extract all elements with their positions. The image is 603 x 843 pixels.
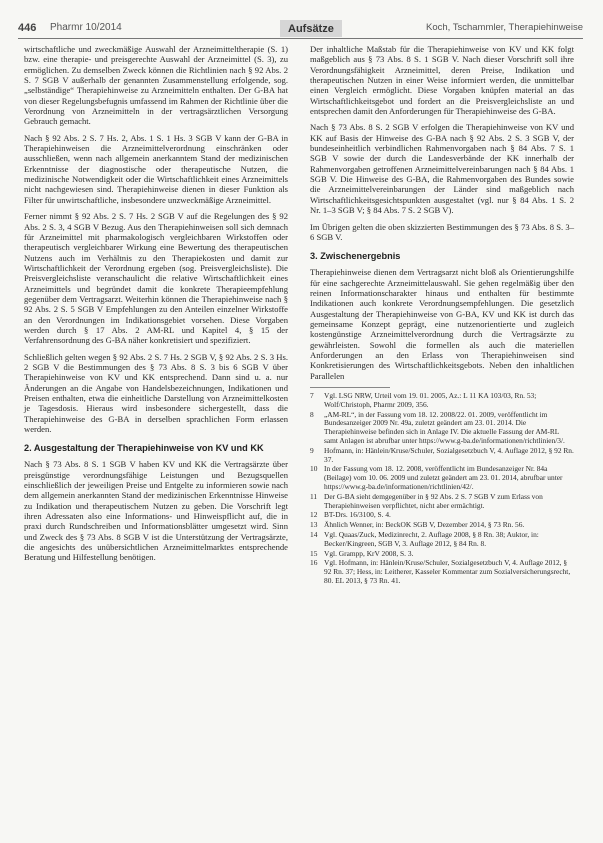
footnote-number: 16 xyxy=(310,558,318,568)
footnote-text: Vgl. LSG NRW, Urteil vom 19. 01. 2005, Az.: L 11 KA 103/03, Rn. 53; Wolf/Christoph, Pharmr 2009, 356. xyxy=(324,390,537,409)
footnote-number: 9 xyxy=(310,445,314,455)
footnote-text: BT-Drs. 16/3100, S. 4. xyxy=(324,510,391,520)
footnote-number: 14 xyxy=(310,529,318,539)
page-header xyxy=(18,20,583,40)
footnote xyxy=(310,411,574,446)
footnote xyxy=(310,447,574,465)
footnote-text: Vgl. Hofmann, in: Hänlein/Kruse/Schuler, Sozialgesetzbuch V, 4. Auflage 2012, § 92 Rn. 37; Hess, in: Leitherer, Kasseler Kommentar zum Sozialversicherungsrecht, 80. EL 2013, § 73 Rn. 41. xyxy=(324,558,571,585)
footnote xyxy=(310,559,574,585)
paragraph: Nach § 73 Abs. 8 S. 2 SGB V erfolgen die Therapiehinweise von KV und KK auf Basis der Hinweise des G-BA nach § 92 Abs. 2 S. 3 SGB V, der bundeseinheitlich verbindlichen Rahmenvorgaben nach § 84 Abs. 7 S. 1 SGB V sowie der durch die Landesverbände der KK innerhalb der Rahmenvorgaben getroffenen Arzneimittelvereinbarungen nach § 84 Abs. 1 SGB V. Die Hinweise des G-BA, die Rahmenvorgaben des Bundes sowie die Arzneimittelvereinbarungen der Länder sind maßgeblich nach Wirtschaftlichkeitsgesichtspunkten ausgestaltet (vgl. nur § 84 Abs. 1 S. 2 Nr. 1–3 SGB V; § 84 Abs. 7 S. 2 SGB V). xyxy=(310,122,574,216)
footnote-number: 10 xyxy=(310,464,318,474)
footnote-list xyxy=(310,392,574,586)
footnote-text: In der Fassung vom 18. 12. 2008, veröffentlicht im Bundesanzeiger Nr. 84a (Beilage) vom 10. 06. 2009 und zuletzt geändert am 23. 01. 2014, abrufbar unter https://www.g-ba.de/informationen/richtlinien/42/. xyxy=(324,464,563,491)
section-heading: 3. Zwischenergebnis xyxy=(310,251,401,262)
paragraph: Ferner nimmt § 92 Abs. 2 S. 7 Hs. 2 SGB V auf die Regelungen des § 92 Abs. 2 S. 3, 4 SGB V Bezug. Aus den Therapiehinweisen soll sich demnach für Arzneimittel mit pharmakologisch vergleichbaren Wirkstoffen oder therapeutisch vergleichbarer Wirkung eine Bewertung des therapeutischen Nutzens auch im Verhältnis zu den Therapiekosten und damit zur Wirtschaftlichkeit der Verordnung ergeben (sog. Preisvergleichsliste). Die Preisvergleichsliste veranschaulicht die relative Wirtschaftlichkeit eines Arzneimittels und begründet damit die konkrete Therapieempfehlung gegenüber dem Vertragsarzt. Weiterhin können die Therapiehinweise nach § 92 Abs. 2 S. 5 SGB V Empfehlungen zu den Anteilen einzelner Wirkstoffe an den Verordnungen im Indikationsgebiet vorsehen. Diese Vorgaben werden durch § 17 Abs. 2 AM-RL und Kapitel 4, § 15 der Verfahrensordnung des G-BA näher konkretisiert und spezifiziert. xyxy=(24,211,288,346)
footnote xyxy=(310,392,574,410)
footnote-number: 7 xyxy=(310,390,314,400)
paragraph: Nach § 73 Abs. 8 S. 1 SGB V haben KV und KK die Vertragsärzte über preisgünstige verordnungsfähige Leistungen und Bezugsquellen einschließlich der jeweiligen Preise und Entgelte zu informieren sowie nach dem allgemein anerkannten Stand der medizinischen Erkenntnisse Hinweise zu Indikation und therapeutischem Nutzen zu geben. Die Vorschrift legt ihren Adressaten also eine Informations- und Hinweispflicht auf, die in praxi durch Rundschreiben und Informationsblätter umgesetzt wird. Sinn und Zweck des § 73 Abs. 8 SGB V ist die Unterstützung der Vertragsärzte, die angesichts des unübersichtlichen Arzneimittelmarktes entsprechende Beratung und Hilfestellung benötigen. xyxy=(24,459,288,563)
footnote-number: 12 xyxy=(310,510,318,520)
footnote-text: „AM-RL“, in der Fassung vom 18. 12. 2008/22. 01. 2009, veröffentlicht im Bundesanzeiger 2009 Nr. 49a, zuletzt geändert am 23. 01. 2014. Die Therapiehinweise befinden sich in Anlage IV. Die aktuelle Fassung der AM-RL samt Anlagen ist abrufbar unter https://www.g-ba.de/informationen/richtlinien/3/. xyxy=(324,409,565,445)
left-column xyxy=(24,44,288,834)
section-label: Aufsätze xyxy=(280,20,342,37)
footnote xyxy=(310,531,574,549)
footnote xyxy=(310,550,574,559)
footnote-number: 11 xyxy=(310,491,318,501)
section-heading: 2. Ausgestaltung der Therapiehinweise von KV und KK xyxy=(24,443,264,454)
footnote-number: 15 xyxy=(310,548,318,558)
paragraph: Der inhaltliche Maßstab für die Therapiehinweise von KV und KK folgt maßgeblich aus § 73 Abs. 8 S. 1 SGB V. Nach dieser Vorschrift soll ihre Verordnungsfähigkeit Arzneimittel, deren Preise, Indikation und therapeutischen Nutzen in einer Weise informiert werden, die unmittelbar einen Vergleich ermöglicht. Diese Vorgaben knüpfen material an das Wirtschaftlichkeitsgebot und fordert an die Preisvergleichsliste an und entsprechen damit den Anforderungen für Therapiehinweise des G-BA. xyxy=(310,44,574,117)
footnote-number: 8 xyxy=(310,409,314,419)
right-column xyxy=(310,44,574,834)
footnote-separator xyxy=(310,387,390,388)
page-number: 446 xyxy=(18,22,37,34)
paragraph: Nach § 92 Abs. 2 S. 7 Hs. 2, Abs. 1 S. 1 Hs. 3 SGB V kann der G-BA in Therapiehinweisen die Arzneimittelverordnung einschränken oder ausschließen, wenn nach allgemein anerkanntem Stand der medizinischen Erkenntnisse der diagnostische oder therapeutische Nutzen, die medizinische Notwendigkeit oder die Wirtschaftlichkeit eines Arzneimittels nicht nachgewiesen sind. Therapiehinweise dienen in dieser Funktion als Filter für unwirtschaftliche, insbesondere unzweckmäßige Arzneimittel. xyxy=(24,132,288,205)
footnote xyxy=(310,511,574,520)
footnote xyxy=(310,493,574,511)
footnote xyxy=(310,465,574,491)
footnote-text: Vgl. Grampp, KrV 2008, S. 3. xyxy=(324,548,414,558)
footnote xyxy=(310,521,574,530)
footnote-text: Vgl. Quaas/Zuck, Medizinrecht, 2. Auflage 2008, § 8 Rn. 38; Auktor, in: Becker/Kingreen, SGB V, 3. Auflage 2012, § 84 Rn. 8. xyxy=(324,529,539,548)
paragraph: wirtschaftliche und zweckmäßige Auswahl der Arzneimitteltherapie (S. 1) bzw. eine therapie- und preisgerechte Auswahl der Arzneimittel (S. 3), zu ermöglichen. Zu demselben Zweck können die Richtlinien nach § 92 Abs. 2 S. 7 SGB V außerhalb der genannten Zusammenstellung erfolgende, sog. „selbständige“ Therapiehinweise zu Arzneimitteln enthalten. Der G-BA hat von dieser Regelungsbefugnis umfassend im Rahmen der Richtlinie über die Verordnung von Arzneimitteln in der vertragsärztlichen Versorgung Gebrauch gemacht. xyxy=(24,44,288,127)
footnote-text: Der G-BA sieht demgegenüber in § 92 Abs. 2 S. 7 SGB V zum Erlass von Therapiehinweisen verpflichtet, nicht aber ermächtigt. xyxy=(324,491,543,510)
header-rule xyxy=(18,38,583,39)
running-authors: Koch, Tschammler, Therapiehinweise xyxy=(425,22,583,33)
paragraph: Therapiehinweise dienen dem Vertragsarzt nicht bloß als Orientierungshilfe für eine sachgerechte Arzneimittelauswahl. Sie gehen regelmäßig über den reinen Informationscharakter hinaus und enthalten für bestimmte Indikationen auch konkrete Verordnungsempfehlungen. Die gesetzlich Ausgestaltung der Therapiehinweise von G-BA, KV und KK ist durch das gemeinsame Konzept geprägt, eine nutzenorientierte und zugleich kostengünstige Arzneimittelverordnung durch die Vertragsärzte zu gewährleisten. Sowohl die formellen als auch die materiellen Anforderungen an den Erlass von Therapiehinweisen sind Konkretisierungen des Wirtschaftlichkeitsgebots. Neben den inhaltlichen Parallelen xyxy=(310,267,574,381)
journal-issue: Pharmr 10/2014 xyxy=(50,22,122,33)
paragraph: Im Übrigen gelten die oben skizzierten Bestimmungen des § 73 Abs. 8 S. 3–6 SGB V. xyxy=(310,221,574,242)
footnote-text: Hofmann, in: Hänlein/Kruse/Schuler, Sozialgesetzbuch V, 4. Auflage 2012, § 92 Rn. 37. xyxy=(324,445,574,464)
footnote-text: Ähnlich Wenner, in: BeckOK SGB V, Dezember 2014, § 73 Rn. 56. xyxy=(324,520,525,530)
footnote-number: 13 xyxy=(310,520,318,530)
paragraph: Schließlich gelten wegen § 92 Abs. 2 S. 7 Hs. 2 SGB V, § 92 Abs. 2 S. 3 Hs. 2 SGB V die Bestimmungen des § 73 Abs. 8 S. 3 bis 6 SGB V über Therapiehinweise von KV und KK entsprechend. Dann sind u. a. nur Änderungen an die Angabe von Handelsbezeichnungen, Indikationen und Preisen enthalten, etwa die einheitliche Darstellung von Arzneimittelkosten je Tagesdosis. Hieraus wird insbesondere sichergestellt, dass die Therapiehinweise des G-BA in derselben sprachlichen Form erlassen werden. xyxy=(24,351,288,435)
